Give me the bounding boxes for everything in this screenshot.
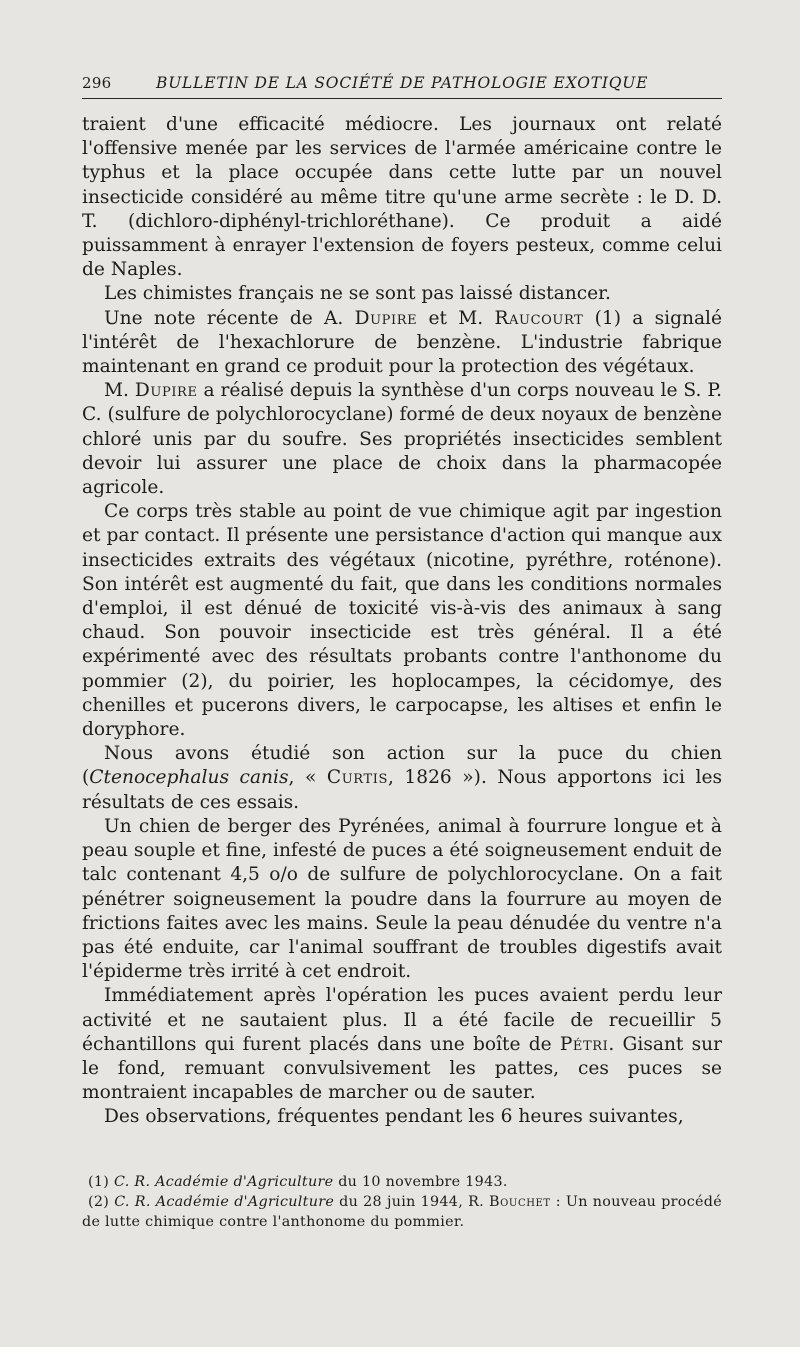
paragraph-8: Immédiatement après l'opération les puces avaient perdu leur activité et ne sautaient plus. Il a été facile de recueillir 5 échantillons qui furent placés dans une boîte de Pétri. Gisant sur le fond, remuant convulsivement les pattes, ces puces se montraient incapables de marcher ou de sauter. [82, 985, 722, 1104]
author-name: Dupire [134, 380, 198, 402]
page-number: 296 [82, 74, 112, 92]
footnote-1: (1) C. R. Académie d'Agriculture du 10 novembre 1943. [88, 1173, 508, 1190]
author-name: Raucourt [494, 307, 584, 329]
paragraph-1: traient d'une efficacité médiocre. Les journaux ont relaté l'offensive menée par les services de l'armée américaine contre le typhus et la place occupée dans cette lutte par un nouvel insecticide considéré au même titre qu'une arme secrète : le D. D. T. (dichloro-diphényl-trichloréthane). Ce produit a aidé puissamment à enrayer l'extension de foyers pesteux, comme celui de Naples. [82, 114, 722, 281]
paragraph-9: Des observations, fréquentes pendant les 6 heures suivantes, [104, 1106, 684, 1128]
body-text [82, 113, 722, 1130]
species-name: Ctenocephalus canis [89, 767, 289, 789]
author-name: Bouchet [489, 1193, 551, 1210]
paragraph-3: Une note récente de A. Dupire et M. Raucourt (1) a signalé l'intérêt de l'hexachlorure de benzène. L'industrie fabrique maintenant en grand ce produit pour la protection des végétaux. [82, 307, 723, 378]
footnote-source: C. R. Académie d'Agriculture [114, 1173, 334, 1190]
paragraph-5: Ce corps très stable au point de vue chimique agit par ingestion et par contact. Il présente une persistance d'action qui manque aux insecticides extraits des végétaux (nicotine, pyréthre, roténone). Son intérêt est augmenté du fait, que dans les conditions normales d'emploi, il est dénué de toxicité vis-à-vis des animaux à sang chaud. Son pouvoir insecticide est très général. Il a été expérimenté avec des résultats probants contre l'anthonome du pommier (2), du poirier, les hoplocampes, la cécidomye, des chenilles et pucerons divers, le carpocapse, les altises et enfin le doryphore. [82, 501, 722, 741]
author-name: Dupire [354, 307, 418, 329]
footnote-source: C. R. Académie d'Agriculture [114, 1193, 335, 1210]
author-name: Curtis [326, 767, 388, 789]
paragraph-7: Un chien de berger des Pyrénées, animal à fourrure longue et à peau souple et fine, infesté de puces a été soigneusement enduit de talc contenant 4,5 o/o de sulfure de polychlorocyclane. On a fait pénétrer soigneusement la poudre dans la fourrure au moyen de frictions faites avec les mains. Seule la peau dénudée du ventre n'a pas été enduite, car l'animal souffrant de troubles digestifs avait l'épiderme très irrité à cet endroit. [82, 815, 722, 983]
paragraph-4: M. Dupire a réalisé depuis la synthèse d'un corps nouveau le S. P. C. (sulfure de polychlorocyclane) formé de deux noyaux de benzène chloré unis par du soufre. Ses propriétés insecticides semblent devoir lui assurer une place de choix dans la pharmacopée agricole. [82, 380, 722, 499]
running-title: BULLETIN DE LA SOCIÉTÉ DE PATHOLOGIE EXOTIQUE [156, 74, 649, 92]
running-header [82, 74, 722, 99]
paragraph-2: Les chimistes français ne se sont pas laissé distancer. [104, 283, 611, 305]
footnote-2: (2) C. R. Académie d'Agriculture du 28 juin 1944, R. Bouchet : Un nouveau procédé de lutte chimique contre l'anthonome du pommier. [82, 1193, 722, 1230]
author-name: Pétri [559, 1033, 609, 1055]
footnotes [82, 1172, 722, 1232]
paragraph-6: Nous avons étudié son action sur la puce du chien (Ctenocephalus canis, « Curtis, 1826 »). Nous apportons ici les résultats de ces essais. [82, 743, 723, 813]
